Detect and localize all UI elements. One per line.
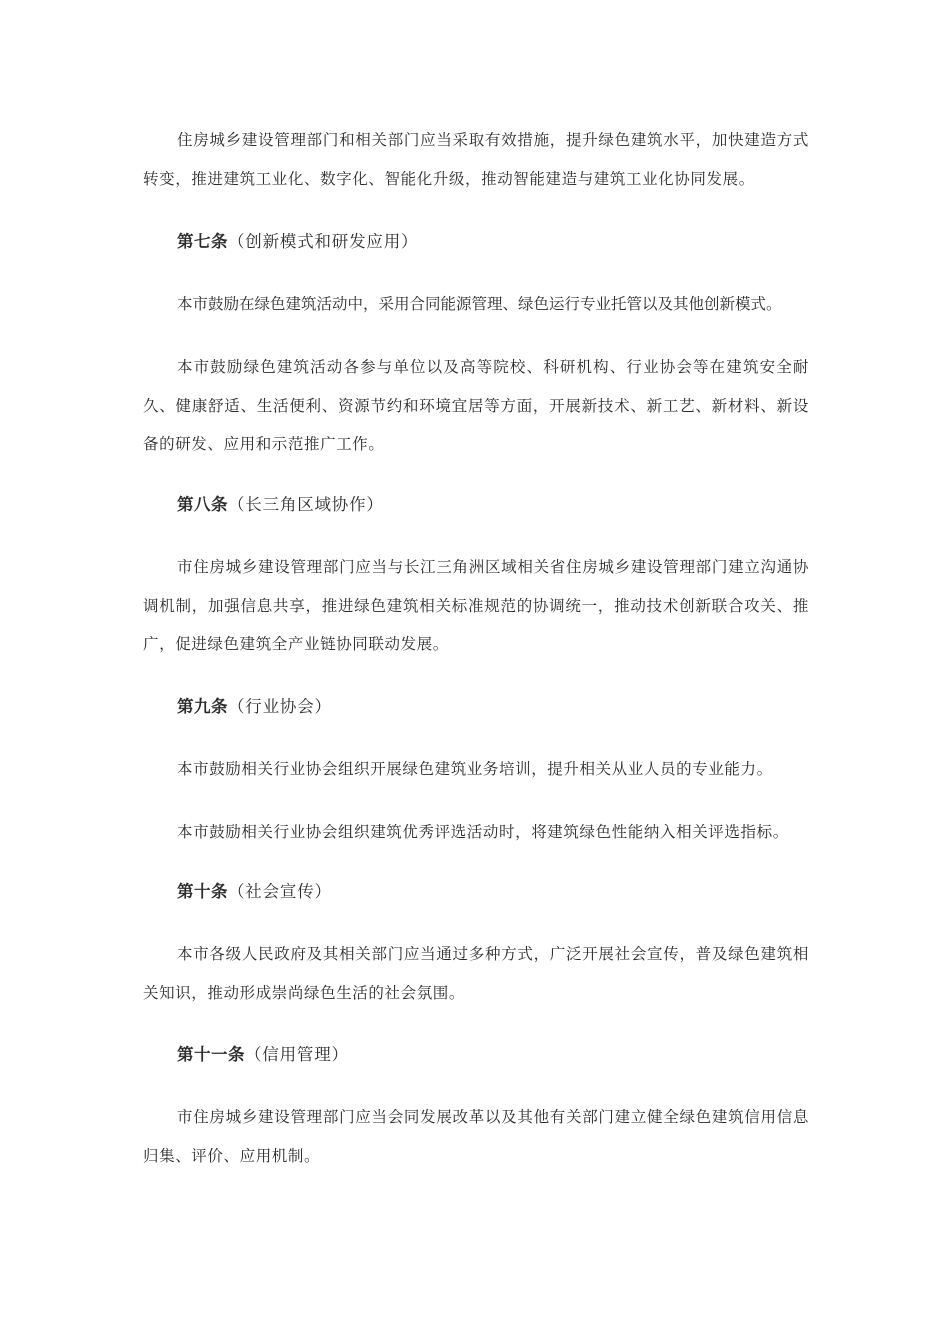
article-10-number: 第十条 (177, 882, 228, 901)
article-10-heading (177, 880, 332, 904)
paragraph-intro: 住房城乡建设管理部门和相关部门应当采取有效措施，提升绿色建筑水平，加快建造方式转变，推进建筑工业化、数字化、智能化升级，推动智能建造与建筑工业化协同发展。 (143, 131, 809, 188)
article-8-paragraph-1: 市住房城乡建设管理部门应当与长江三角洲区域相关省住房城乡建设管理部门建立沟通协调机制，加强信息共享，推进绿色建筑相关标准规范的协调统一，推动技术创新联合攻关、推广，促进绿色建筑全产业链协同联动发展。 (143, 558, 809, 653)
article-11-heading (177, 1043, 349, 1067)
article-7-heading (177, 230, 418, 254)
article-11-number: 第十一条 (177, 1045, 245, 1064)
article-7-paragraph-2: 本市鼓励绿色建筑活动各参与单位以及高等院校、科研机构、行业协会等在建筑安全耐久、健康舒适、生活便利、资源节约和环境宜居等方面，开展新技术、新工艺、新材料、新设备的研发、应用和示范推广工作。 (143, 358, 809, 453)
article-10-title: （社会宣传） (228, 882, 332, 901)
article-8-number: 第八条 (177, 495, 228, 514)
article-10-paragraph-1: 本市各级人民政府及其相关部门应当通过多种方式，广泛开展社会宣传，普及绿色建筑相关知识，推动形成崇尚绿色生活的社会氛围。 (143, 945, 809, 1002)
article-9-paragraph-2: 本市鼓励相关行业协会组织建筑优秀评选活动时，将建筑绿色性能纳入相关评选指标。 (177, 823, 789, 841)
article-9-number: 第九条 (177, 697, 228, 716)
article-9-title: （行业协会） (228, 697, 332, 716)
article-11-title: （信用管理） (245, 1045, 349, 1064)
article-8-heading (177, 493, 384, 517)
article-11-paragraph-1: 市住房城乡建设管理部门应当会同发展改革以及其他有关部门建立健全绿色建筑信用信息归集、评价、应用机制。 (143, 1108, 809, 1165)
article-7-paragraph-1: 本市鼓励在绿色建筑活动中，采用合同能源管理、绿色运行专业托管以及其他创新模式。 (177, 295, 782, 313)
article-9-paragraph-1: 本市鼓励相关行业协会组织开展绿色建筑业务培训，提升相关从业人员的专业能力。 (177, 760, 773, 778)
article-7-title: （创新模式和研发应用） (228, 232, 419, 251)
article-9-heading (177, 695, 332, 719)
article-8-title: （长三角区域协作） (228, 495, 384, 514)
article-7-number: 第七条 (177, 232, 228, 251)
